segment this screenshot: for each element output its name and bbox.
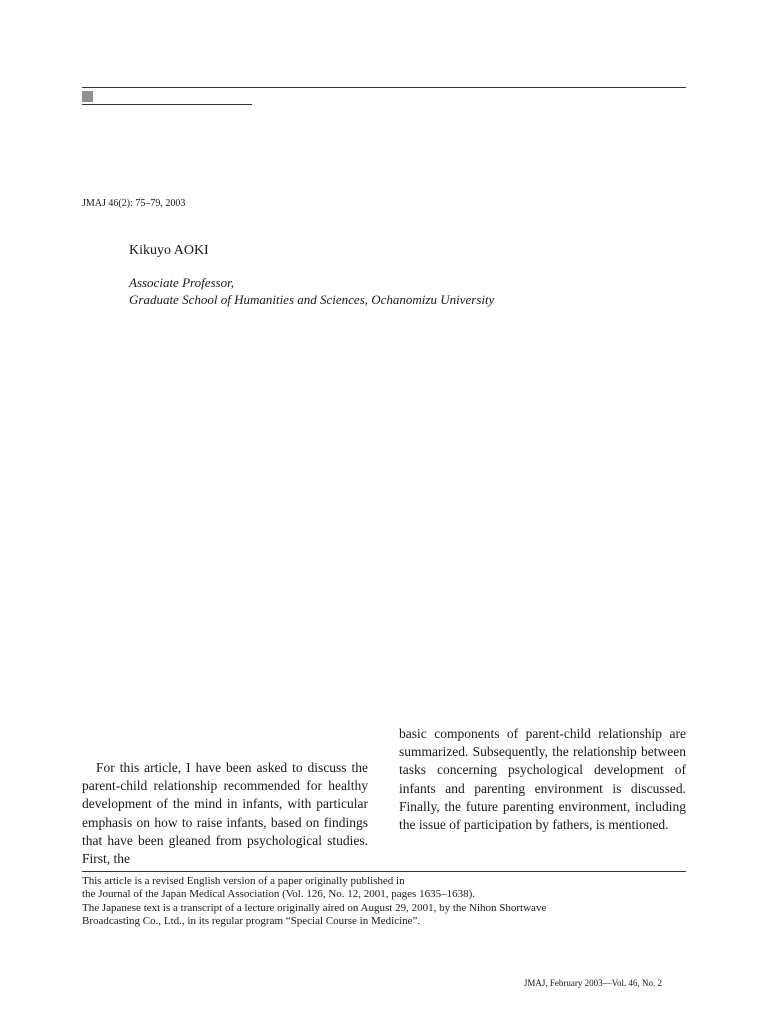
footnote-line: the Journal of the Japan Medical Association (Vol. 126, No. 12, 2001, pages 1635–1638). xyxy=(82,888,475,901)
header-sub-rule xyxy=(82,104,252,105)
author-position: Associate Professor, xyxy=(129,275,234,290)
page-footer: JMAJ, February 2003—Vol. 46, No. 2 xyxy=(523,978,662,988)
author-affiliation xyxy=(129,274,494,308)
journal-citation: JMAJ 46(2): 75–79, 2003 xyxy=(82,198,186,209)
footnote-rule xyxy=(82,871,686,872)
body-left-column: For this article, I have been asked to discuss the parent-child relationship recommended for healthy development of the mind in infants, with particular emphasis on how to raise infants, based on findings that have been gleaned from psychological studies. First, the xyxy=(82,760,368,867)
author-institution: Graduate School of Humanities and Sciences, Ochanomizu University xyxy=(129,292,495,307)
footnote-line: The Japanese text is a transcript of a lecture originally aired on August 29, 2001, by the Nihon Shortwave xyxy=(82,901,547,914)
footnote-line: Broadcasting Co., Ltd., in its regular program “Special Course in Medicine”. xyxy=(82,915,421,928)
header-rule xyxy=(82,87,686,88)
section-marker-icon xyxy=(82,91,93,102)
body-right-column: basic components of parent-child relationship are summarized. Subsequently, the relationship between tasks concerning psychological development of infants and parenting environment is discussed. Finally, the future parenting environment, including the issue of participation by fathers, is mentioned. xyxy=(399,726,686,833)
footnote-line: This article is a revised English version of a paper originally published in xyxy=(82,875,405,887)
author-name: Kikuyo AOKI xyxy=(129,243,209,258)
footnote xyxy=(82,875,546,929)
